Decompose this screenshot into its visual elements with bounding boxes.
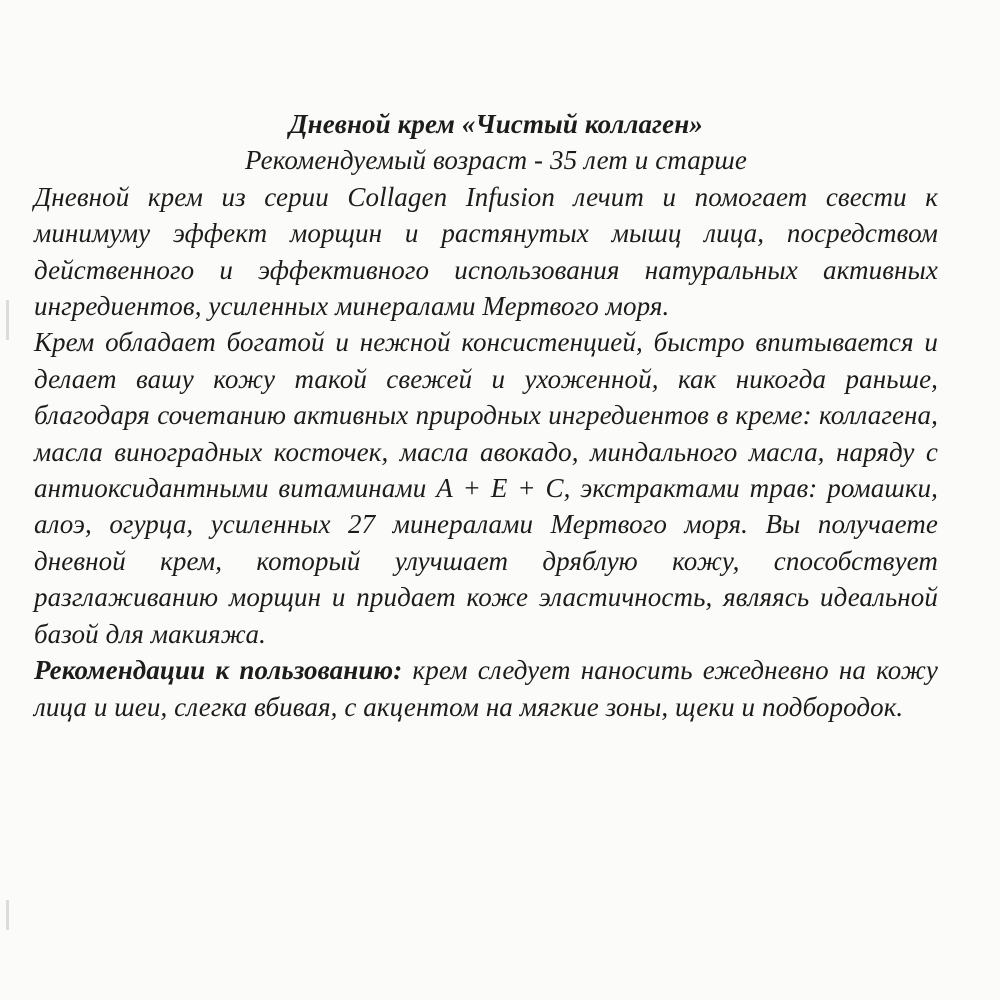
document-title: Дневной крем «Чистый коллаген» <box>289 109 703 139</box>
usage-text: крем следует наносить ежедневно на кожу лица и шеи, слегка вбивая, с акцентом на мягкие зоны, щеки и подбородок. <box>34 655 938 722</box>
paragraph-description: Дневной крем из серии Collagen Infusion лечит и помогает свести к минимуму эффект морщин и растянутых мышц лица, посредством действенного и эффективного использования натуральных активных ингредиентов, усиленных минералами Мертвого моря. <box>34 181 938 322</box>
document-body <box>34 106 938 725</box>
usage-label: Рекомендации к пользованию: <box>34 655 403 686</box>
document-subtitle: Рекомендуемый возраст - 35 лет и старше <box>245 145 747 176</box>
scan-artifact <box>6 900 9 930</box>
paragraph-usage <box>34 652 938 725</box>
scan-artifact <box>6 300 9 340</box>
paragraph-properties: Крем обладает богатой и нежной консистенцией, быстро впитывается и делает вашу кожу такой свежей и ухоженной, как никогда раньше, благодаря сочетанию активных природных ингредиентов в креме: коллагена, масла виноградных косточек, масла авокадо, миндального масла, наряду с антиоксидантными витаминами А + Е + С, экстрактами трав: ромашки, алоэ, огурца, усиленных 27 минералами Мертвого моря. Вы получаете дневной крем, который улучшает дряблую кожу, способствует разглаживанию морщин и придает коже эластичность, являясь идеальной базой для макияжа. <box>34 327 938 649</box>
